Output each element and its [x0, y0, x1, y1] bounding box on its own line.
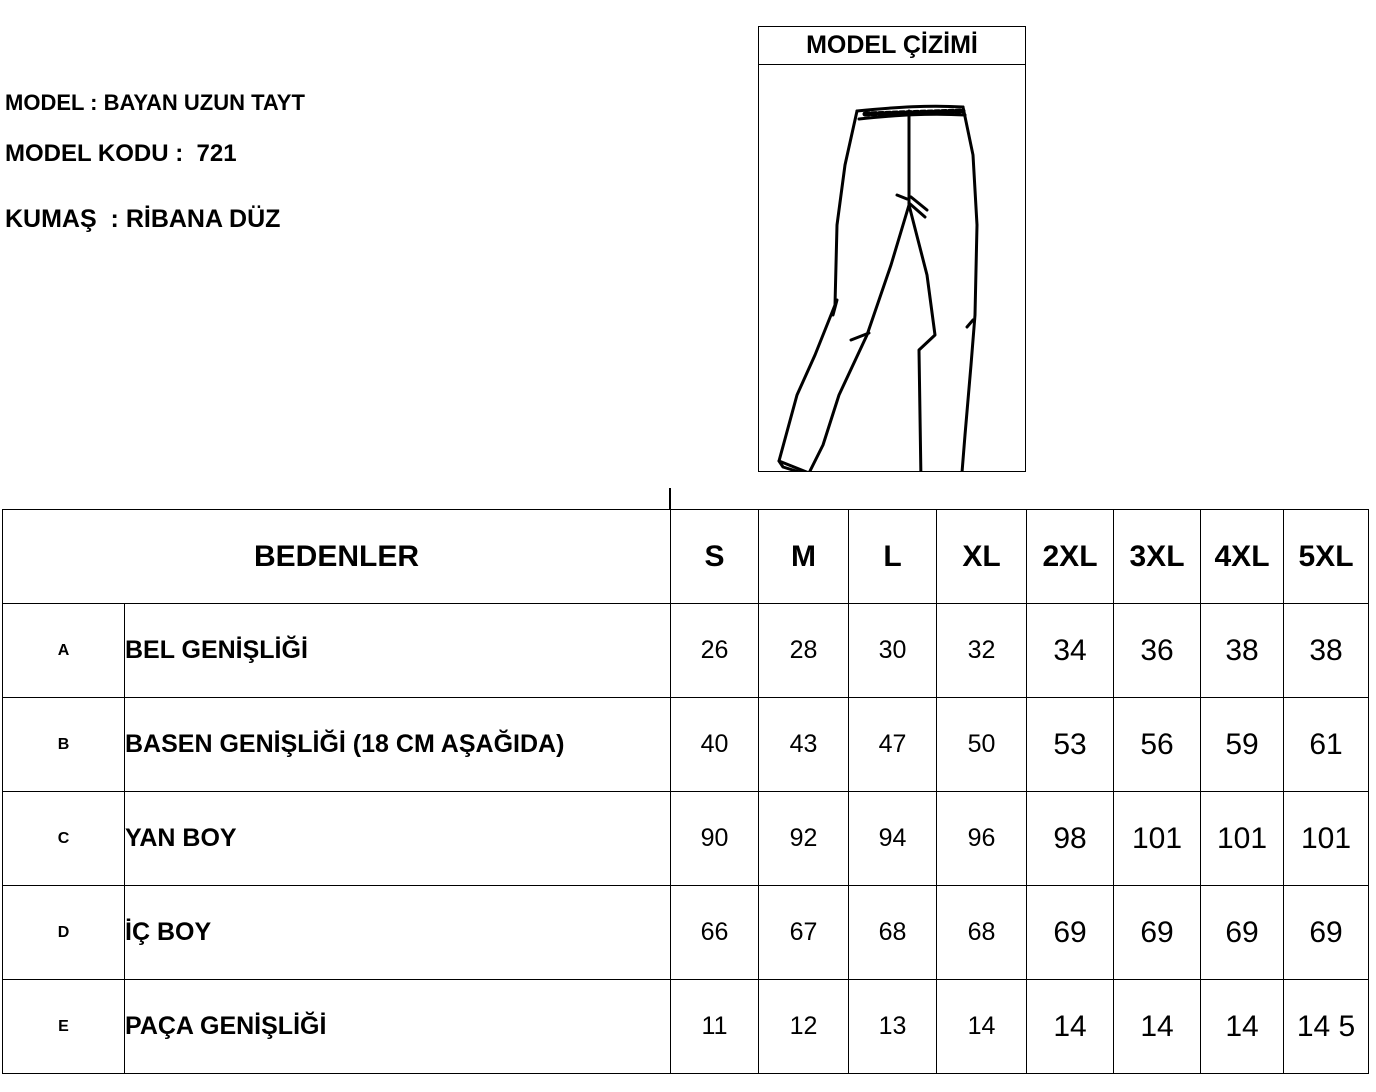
model-code: MODEL KODU : 721 — [5, 140, 237, 167]
size-header: 4XL — [1201, 510, 1284, 604]
measure-cell: 66 — [671, 886, 759, 980]
measure-cell: 68 — [937, 886, 1027, 980]
size-header: 2XL — [1027, 510, 1114, 604]
model-drawing-panel — [758, 26, 1026, 472]
measure-cell: 47 — [849, 698, 937, 792]
measure-cell: 53 — [1027, 698, 1114, 792]
model-drawing-title: MODEL ÇİZİMİ — [759, 27, 1025, 65]
measure-cell: 61 — [1284, 698, 1369, 792]
table-row — [3, 980, 1369, 1074]
measure-cell: 30 — [849, 604, 937, 698]
measure-cell: 67 — [759, 886, 849, 980]
measure-cell: 32 — [937, 604, 1027, 698]
measure-cell: 43 — [759, 698, 849, 792]
row-letter: E — [3, 980, 125, 1074]
measure-cell: 26 — [671, 604, 759, 698]
size-header: 5XL — [1284, 510, 1369, 604]
measure-cell: 12 — [759, 980, 849, 1074]
measure-cell: 69 — [1114, 886, 1201, 980]
size-header: M — [759, 510, 849, 604]
size-header: XL — [937, 510, 1027, 604]
size-header: 3XL — [1114, 510, 1201, 604]
row-label: YAN BOY — [125, 792, 671, 886]
measure-cell: 98 — [1027, 792, 1114, 886]
table-row — [3, 698, 1369, 792]
measure-cell: 56 — [1114, 698, 1201, 792]
fabric-type: KUMAŞ : RİBANA DÜZ — [5, 205, 281, 233]
measure-cell: 101 — [1284, 792, 1369, 886]
measure-cell: 38 — [1284, 604, 1369, 698]
row-label: BEL GENİŞLİĞİ — [125, 604, 671, 698]
measure-cell: 14 — [1201, 980, 1284, 1074]
row-letter: C — [3, 792, 125, 886]
table-header-row — [3, 510, 1369, 604]
size-header: S — [671, 510, 759, 604]
row-letter: D — [3, 886, 125, 980]
measure-cell: 69 — [1284, 886, 1369, 980]
row-letter: A — [3, 604, 125, 698]
measure-cell: 28 — [759, 604, 849, 698]
measure-cell: 94 — [849, 792, 937, 886]
row-label: BASEN GENİŞLİĞİ (18 CM AŞAĞIDA) — [125, 698, 671, 792]
size-chart-table — [2, 509, 1369, 1074]
measure-cell: 14 — [937, 980, 1027, 1074]
measure-cell: 101 — [1201, 792, 1284, 886]
measure-cell: 90 — [671, 792, 759, 886]
sizes-header: BEDENLER — [3, 510, 671, 604]
measure-cell: 14 — [1027, 980, 1114, 1074]
row-letter: B — [3, 698, 125, 792]
measure-cell: 40 — [671, 698, 759, 792]
size-header: L — [849, 510, 937, 604]
measure-cell: 38 — [1201, 604, 1284, 698]
measure-cell: 34 — [1027, 604, 1114, 698]
row-label: İÇ BOY — [125, 886, 671, 980]
measure-cell: 69 — [1201, 886, 1284, 980]
measure-cell: 68 — [849, 886, 937, 980]
measure-cell: 50 — [937, 698, 1027, 792]
measure-cell: 96 — [937, 792, 1027, 886]
table-row — [3, 886, 1369, 980]
row-label: PAÇA GENİŞLİĞİ — [125, 980, 671, 1074]
measure-cell: 14 5 — [1284, 980, 1369, 1074]
leggings-drawing-icon — [759, 65, 1025, 471]
measure-cell: 92 — [759, 792, 849, 886]
model-name: MODEL : BAYAN UZUN TAYT — [5, 90, 305, 115]
measure-cell: 11 — [671, 980, 759, 1074]
measure-cell: 101 — [1114, 792, 1201, 886]
table-row — [3, 604, 1369, 698]
divider-tick — [669, 488, 671, 510]
measure-cell: 69 — [1027, 886, 1114, 980]
measure-cell: 13 — [849, 980, 937, 1074]
measure-cell: 36 — [1114, 604, 1201, 698]
table-row — [3, 792, 1369, 886]
measure-cell: 14 — [1114, 980, 1201, 1074]
measure-cell: 59 — [1201, 698, 1284, 792]
